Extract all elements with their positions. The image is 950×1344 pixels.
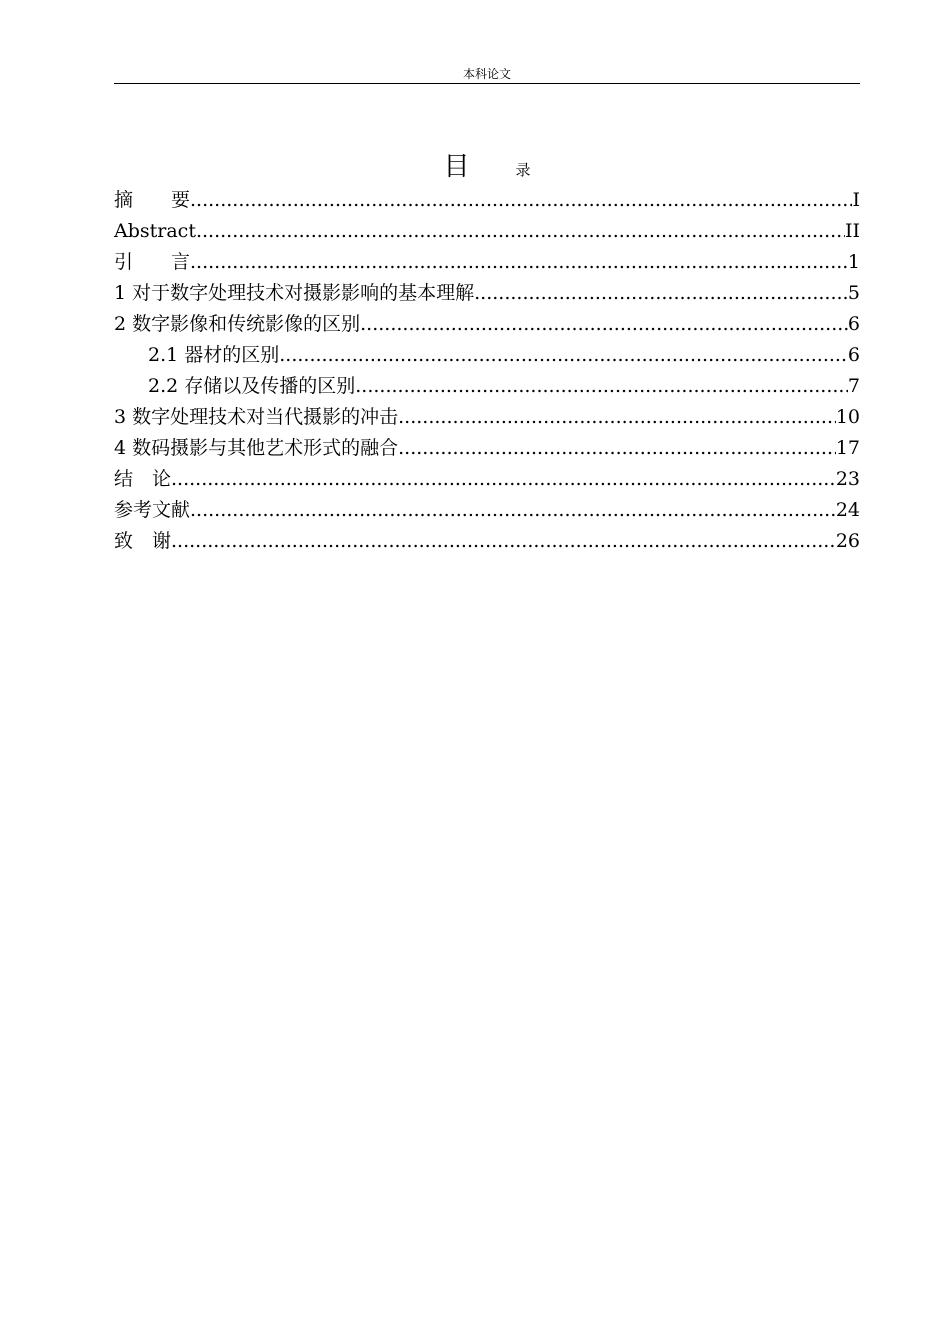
toc-entry-page: I: [852, 189, 860, 211]
toc-entry-acknowledgements[interactable]: [114, 526, 860, 557]
toc-entry-page: 23: [835, 468, 860, 490]
toc-entry-label: 2 数字影像和传统影像的区别: [114, 313, 361, 335]
running-header: 本科论文: [462, 67, 511, 81]
toc-entry-chapter-1[interactable]: [114, 278, 860, 309]
toc-entry-chapter-3[interactable]: [114, 402, 860, 433]
toc-entry-label: 2.1 器材的区别: [148, 344, 280, 366]
toc-entry-page: 7: [847, 375, 860, 397]
toc-entry-section-2-1[interactable]: [114, 340, 860, 371]
toc-leader-dots: [196, 216, 845, 247]
toc-entry-label: 结 论: [114, 468, 172, 490]
toc-entry-label: 3 数字处理技术对当代摄影的冲击: [114, 406, 399, 428]
toc-entry-label: 4 数码摄影与其他艺术形式的融合: [114, 437, 399, 459]
header-rule: [114, 83, 860, 84]
toc-title: [114, 150, 860, 187]
toc-entry-conclusion[interactable]: [114, 464, 860, 495]
toc-entry-page: 10: [835, 406, 860, 428]
toc-entry-page: 6: [847, 344, 860, 366]
toc-leader-dots: [360, 309, 848, 340]
toc-leader-dots: [279, 340, 848, 371]
toc-leader-dots: [398, 433, 836, 464]
toc-entry-abstract-en[interactable]: [114, 216, 860, 247]
toc-entry-page: 26: [835, 530, 860, 552]
toc-entry-introduction[interactable]: [114, 247, 860, 278]
toc-entry-label: 参考文献: [114, 499, 191, 521]
toc-entry-label: Abstract: [114, 220, 196, 242]
toc-title-main: 目: [443, 152, 470, 182]
toc-entry-label: 摘 要: [114, 189, 191, 211]
toc-title-small: 录: [515, 161, 531, 179]
toc-leader-dots: [190, 495, 836, 526]
toc-entry-references[interactable]: [114, 495, 860, 526]
toc-entry-abstract-cn[interactable]: [114, 185, 860, 216]
table-of-contents: [114, 185, 860, 557]
toc-leader-dots: [171, 526, 836, 557]
toc-entry-page: 6: [847, 313, 860, 335]
toc-entry-page: 1: [847, 251, 860, 273]
toc-entry-chapter-4[interactable]: [114, 433, 860, 464]
toc-leader-dots: [190, 247, 848, 278]
toc-leader-dots: [474, 278, 848, 309]
toc-entry-page: 24: [835, 499, 860, 521]
toc-leader-dots: [171, 464, 836, 495]
toc-entry-chapter-2[interactable]: [114, 309, 860, 340]
toc-entry-label: 引 言: [114, 251, 191, 273]
toc-entry-label: 致 谢: [114, 530, 172, 552]
toc-leader-dots: [398, 402, 836, 433]
toc-entry-page: 5: [847, 282, 860, 304]
toc-entry-section-2-2[interactable]: [114, 371, 860, 402]
toc-leader-dots: [355, 371, 848, 402]
toc-entry-page: 17: [835, 437, 860, 459]
toc-entry-label: 2.2 存储以及传播的区别: [148, 375, 356, 397]
toc-leader-dots: [190, 185, 852, 216]
toc-entry-label: 1 对于数字处理技术对摄影影响的基本理解: [114, 282, 475, 304]
toc-entry-page: II: [844, 220, 860, 242]
